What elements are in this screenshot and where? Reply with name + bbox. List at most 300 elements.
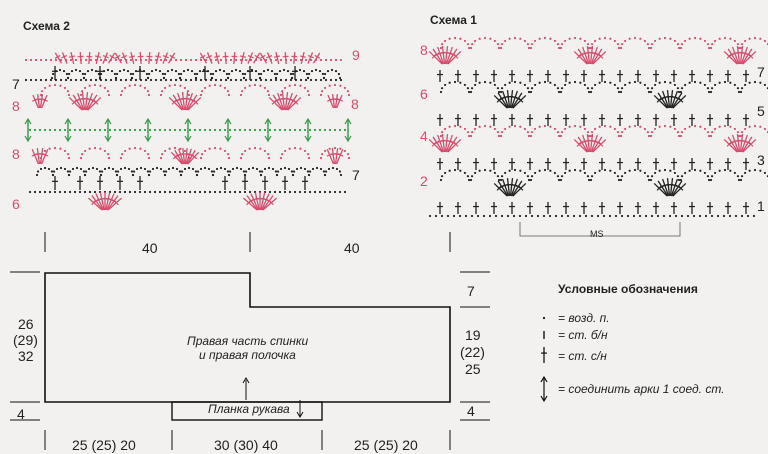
chain-dot: [204, 87, 206, 89]
chain-dot: [80, 59, 82, 61]
chain-dot: [259, 129, 261, 131]
chain-dot: [95, 70, 97, 72]
chain-dot: [188, 167, 190, 169]
chain-dot: [528, 135, 530, 137]
chain-dot: [634, 125, 636, 127]
chain-dot: [647, 43, 649, 45]
chain-dot: [711, 175, 713, 177]
chain-dot: [479, 82, 481, 84]
chain-dot: [467, 43, 469, 45]
chain-dot: [544, 37, 546, 39]
chain-dot: [554, 84, 556, 86]
chain-dot: [64, 191, 66, 193]
chain-dot: [196, 174, 198, 176]
chain-dot: [179, 85, 181, 87]
chain-dot: [549, 170, 551, 172]
chain-dot: [288, 168, 290, 170]
chain-dot: [534, 84, 536, 86]
chain-dot: [95, 59, 97, 61]
chain-dot: [224, 191, 226, 193]
chain-dot: [329, 129, 331, 131]
chain-dot: [84, 174, 86, 176]
dim-right-3: 25: [465, 361, 481, 377]
chain-dot: [704, 172, 706, 174]
chain-dot: [303, 70, 305, 72]
chain-dot: [681, 87, 683, 89]
chain-dot: [152, 168, 154, 170]
schema1-row-5: 5: [757, 103, 765, 119]
chain-dot: [468, 135, 470, 137]
chain-dot: [128, 168, 130, 170]
chain-dot: [244, 150, 246, 152]
chain-dot: [94, 191, 96, 193]
chain-dot: [519, 38, 521, 40]
chain-dot: [311, 70, 313, 72]
chain-dot: [324, 129, 326, 131]
chain-dot: [39, 191, 41, 193]
chain-dot: [569, 38, 571, 40]
chain-dot: [587, 87, 589, 89]
chain-dot: [81, 90, 83, 92]
chain-dot: [70, 59, 72, 61]
chain-dot: [117, 170, 119, 172]
legend-item-sc: = ст. б/н: [558, 328, 608, 342]
chain-dot: [227, 77, 229, 79]
chain-dot: [160, 168, 162, 170]
chain-dot: [245, 59, 247, 61]
chain-dot: [135, 70, 137, 72]
schema1-row-3: 3: [757, 152, 765, 168]
chain-dot: [83, 77, 85, 79]
chain-dot: [320, 59, 322, 61]
chain-dot: [29, 129, 31, 131]
chain-dot: [624, 128, 626, 130]
chain-dot: [83, 170, 85, 172]
chain-dot: [130, 79, 132, 81]
chain-dot: [759, 38, 761, 40]
chain-dot: [25, 59, 27, 61]
chain-dot: [160, 59, 162, 61]
chain-dot: [735, 215, 737, 217]
chain-dot: [738, 179, 740, 181]
chain-dot: [204, 191, 206, 193]
chain-dot: [594, 84, 596, 86]
dc-bar: [240, 56, 246, 57]
chain-dot: [494, 84, 496, 86]
chain-dot: [82, 73, 84, 75]
chain-dot: [243, 77, 245, 79]
chain-dot: [194, 129, 196, 131]
chain-dot: [324, 174, 326, 176]
chain-dot: [199, 129, 201, 131]
chain-dot: [308, 174, 310, 176]
chain-dot: [85, 59, 87, 61]
chain-dot: [681, 131, 683, 133]
chain-dot: [267, 153, 269, 155]
chain-dot: [331, 69, 333, 71]
dim-bottom-2: 30 (30) 40: [214, 437, 278, 453]
chain-dot: [471, 131, 473, 133]
chain-dot: [680, 91, 682, 93]
chain-dot: [220, 59, 222, 61]
chain-dot: [190, 79, 192, 81]
chain-dot: [618, 179, 620, 181]
chain-dot: [707, 131, 709, 133]
chain-dot: [609, 126, 611, 128]
dc-stitch: [268, 52, 273, 63]
chain-dot: [175, 70, 177, 72]
chain-dot: [524, 84, 526, 86]
chain-dot: [528, 179, 530, 181]
chain-dot: [51, 170, 53, 172]
chain-dot: [494, 172, 496, 174]
chain-dot: [324, 150, 326, 152]
chain-dot: [531, 175, 533, 177]
chain-dot: [344, 150, 346, 152]
chain-dot: [116, 73, 118, 75]
chain-dot: [150, 59, 152, 61]
chain-dot: [599, 126, 601, 128]
chain-dot: [689, 38, 691, 40]
chain-dot: [59, 85, 61, 87]
chain-dot: [315, 79, 317, 81]
chain-dot: [468, 91, 470, 93]
schema1-row-6: 6: [420, 86, 428, 102]
chain-dot: [615, 215, 617, 217]
chain-dot: [129, 85, 131, 87]
chain-dot: [212, 73, 214, 75]
chain-dot: [320, 157, 322, 159]
chain-dot: [175, 59, 177, 61]
chain-dot: [274, 129, 276, 131]
chain-dot: [139, 191, 141, 193]
chain-dot: [109, 129, 111, 131]
chain-dot: [96, 168, 98, 170]
chain-dot: [467, 131, 469, 133]
dim-top-left: 40: [142, 240, 158, 256]
chain-dot: [334, 129, 336, 131]
chain-dot: [489, 215, 491, 217]
chain-dot: [144, 168, 146, 170]
chain-dot: [197, 170, 199, 172]
dim-bottom-left: 4: [17, 406, 25, 422]
chain-dot: [454, 125, 456, 127]
chain-dot: [299, 191, 301, 193]
chain-dot: [310, 59, 312, 61]
chain-dot: [296, 168, 298, 170]
chain-dot: [699, 82, 701, 84]
chain-dot: [474, 40, 476, 42]
chain-dot: [284, 87, 286, 89]
chain-dot: [179, 191, 181, 193]
chain-dot: [654, 172, 656, 174]
chain-dot: [294, 191, 296, 193]
chain-dot: [148, 174, 150, 176]
chain-dot: [558, 91, 560, 93]
chain-dot: [183, 70, 185, 72]
chain-dot: [561, 131, 563, 133]
chain-dot: [167, 70, 169, 72]
chain-dot: [587, 131, 589, 133]
chain-dot: [300, 59, 302, 61]
chain-dot: [250, 79, 252, 81]
dc-stitch: [140, 52, 141, 64]
dc-bar: [300, 56, 306, 57]
chain-dot: [724, 125, 726, 127]
chain-dot: [249, 85, 251, 87]
chain-dot: [336, 168, 338, 170]
chain-dot: [261, 170, 263, 172]
chain-dot: [227, 153, 229, 155]
chain-dot: [243, 170, 245, 172]
chain-dot: [604, 37, 606, 39]
chain-dot: [681, 175, 683, 177]
chain-dot: [145, 79, 147, 81]
chain-dot: [129, 129, 131, 131]
chain-dot: [441, 43, 443, 45]
schema2-row-9: 9: [352, 47, 360, 63]
chain-dot: [447, 215, 449, 217]
chain-dot: [210, 79, 212, 81]
chain-dot: [284, 167, 286, 169]
chain-dot: [330, 79, 332, 81]
chain-dot: [254, 147, 256, 149]
chain-dot: [454, 81, 456, 83]
chain-dot: [543, 215, 545, 217]
chain-dot: [528, 91, 530, 93]
chain-dot: [180, 174, 182, 176]
chain-dot: [569, 170, 571, 172]
dc-bar: [274, 56, 280, 57]
chain-dot: [210, 59, 212, 61]
chain-dot: [59, 129, 61, 131]
chain-dot: [54, 147, 56, 149]
chain-dot: [164, 174, 166, 176]
chain-dot: [265, 79, 267, 81]
chain-dot: [89, 129, 91, 131]
chain-dot: [240, 59, 242, 61]
chain-dot: [250, 59, 252, 61]
chain-dot: [89, 148, 91, 150]
chain-dot: [216, 168, 218, 170]
chain-dot: [587, 43, 589, 45]
dc-stitch: [131, 52, 134, 64]
chain-dot: [204, 129, 206, 131]
chain-dot: [40, 168, 42, 170]
chain-dot: [621, 87, 623, 89]
chain-dot: [489, 82, 491, 84]
chain-dot: [84, 129, 86, 131]
chain-dot: [188, 94, 190, 96]
chain-dot: [119, 70, 121, 72]
chain-dot: [280, 157, 282, 159]
chain-dot: [470, 135, 472, 137]
chain-dot: [170, 59, 172, 61]
chain-dot: [651, 87, 653, 89]
chain-dot: [219, 148, 221, 150]
chain-dot: [669, 82, 671, 84]
dim-bottom-3: 25 (25) 20: [354, 437, 418, 453]
chain-dot: [330, 59, 332, 61]
chain-dot: [449, 82, 451, 84]
chain-dot: [151, 70, 153, 72]
chain-dot: [744, 172, 746, 174]
chain-dot: [228, 94, 230, 96]
schema1-row-4: 4: [420, 128, 428, 144]
chain-dot: [225, 59, 227, 61]
chain-dot: [159, 70, 161, 72]
chain-dot: [618, 47, 620, 49]
dim-right-1: 19: [465, 327, 481, 343]
chain-dot: [585, 215, 587, 217]
chain-dot: [639, 126, 641, 128]
chain-dot: [749, 38, 751, 40]
chain-dot: [30, 79, 32, 81]
chain-dot: [441, 215, 443, 217]
chain-dot: [468, 47, 470, 49]
chain-dot: [169, 191, 171, 193]
chain-dot: [514, 169, 516, 171]
chain-dot: [54, 84, 56, 86]
chain-dot: [629, 82, 631, 84]
chain-dot: [100, 174, 102, 176]
chain-dot: [654, 84, 656, 86]
chain-dot: [513, 215, 515, 217]
chain-dot: [441, 87, 443, 89]
chain-dot: [99, 129, 101, 131]
chain-dot: [227, 170, 229, 172]
chain-dot: [101, 170, 103, 172]
schema1-row-7: 7: [757, 64, 765, 80]
chain-dot: [479, 38, 481, 40]
schema2-row-7-right: 7: [352, 167, 360, 183]
chain-dot: [184, 129, 186, 131]
chain-dot: [339, 77, 341, 79]
chain-dot: [549, 215, 551, 217]
chain-dot: [133, 170, 135, 172]
chain-dot: [525, 215, 527, 217]
chain-dot: [201, 153, 203, 155]
chain-dot: [519, 82, 521, 84]
chain-dot: [214, 147, 216, 149]
chain-dot: [561, 175, 563, 177]
chain-dot: [231, 70, 233, 72]
chain-dot: [648, 179, 650, 181]
chain-dot: [325, 170, 327, 172]
chain-dot: [120, 157, 122, 159]
chain-dot: [677, 175, 679, 177]
chain-dot: [650, 179, 652, 181]
chain-dot: [129, 148, 131, 150]
chain-dot: [100, 59, 102, 61]
chain-dot: [195, 79, 197, 81]
chain-dot: [334, 147, 336, 149]
chain-dot: [244, 87, 246, 89]
chain-dot: [164, 87, 166, 89]
chain-dot: [130, 59, 132, 61]
chain-dot: [234, 129, 236, 131]
chain-dot: [148, 73, 150, 75]
chain-dot: [594, 128, 596, 130]
chain-dot: [441, 175, 443, 177]
chain-dot: [144, 87, 146, 89]
chain-dot: [707, 175, 709, 177]
chain-dot: [591, 131, 593, 133]
chain-dot: [104, 129, 106, 131]
chain-dot: [74, 191, 76, 193]
chain-dot: [693, 215, 695, 217]
chain-dot: [111, 70, 113, 72]
chain-dot: [255, 79, 257, 81]
chain-dot: [276, 73, 278, 75]
chain-dot: [453, 215, 455, 217]
chain-dot: [161, 90, 163, 92]
chain-dot: [255, 59, 257, 61]
chain-dot: [80, 157, 82, 159]
chain-dot: [440, 135, 442, 137]
dim-left-2: (29): [13, 332, 38, 348]
chain-dot: [155, 69, 157, 71]
chain-dot: [539, 126, 541, 128]
chain-dot: [474, 172, 476, 174]
chain-dot: [159, 129, 161, 131]
chain-dot: [125, 79, 127, 81]
chain-dot: [189, 191, 191, 193]
chain-dot: [651, 43, 653, 45]
chain-dot: [710, 135, 712, 137]
chain-dot: [181, 170, 183, 172]
chain-dot: [304, 150, 306, 152]
chain-dot: [471, 43, 473, 45]
chain-dot: [444, 84, 446, 86]
chain-dot: [134, 129, 136, 131]
chain-dot: [734, 84, 736, 86]
chain-dot: [74, 129, 76, 131]
chain-dot: [267, 69, 269, 71]
chain-dot: [654, 40, 656, 42]
schema2-row-8-left: 8: [12, 98, 20, 114]
chain-dot: [543, 317, 545, 319]
chain-dot: [228, 174, 230, 176]
chain-dot: [557, 87, 559, 89]
chain-dot: [604, 169, 606, 171]
chain-dot: [500, 179, 502, 181]
chain-dot: [25, 79, 27, 81]
chain-dot: [280, 59, 282, 61]
chain-dot: [539, 170, 541, 172]
chain-dot: [659, 170, 661, 172]
chain-dot: [179, 170, 181, 172]
chain-dot: [259, 85, 261, 87]
chain-dot: [729, 215, 731, 217]
chain-dot: [663, 215, 665, 217]
chain-dot: [614, 84, 616, 86]
chain-dot: [163, 77, 165, 79]
chain-dot: [185, 59, 187, 61]
chain-dot: [315, 69, 317, 71]
chain-dot: [609, 82, 611, 84]
chain-dot: [711, 131, 713, 133]
chain-dot: [239, 191, 241, 193]
chain-dot: [620, 91, 622, 93]
chain-dot: [79, 191, 81, 193]
chain-dot: [284, 150, 286, 152]
chain-dot: [474, 84, 476, 86]
chain-dot: [259, 170, 261, 172]
chain-dot: [498, 135, 500, 137]
chain-dot: [315, 59, 317, 61]
chain-dot: [270, 59, 272, 61]
